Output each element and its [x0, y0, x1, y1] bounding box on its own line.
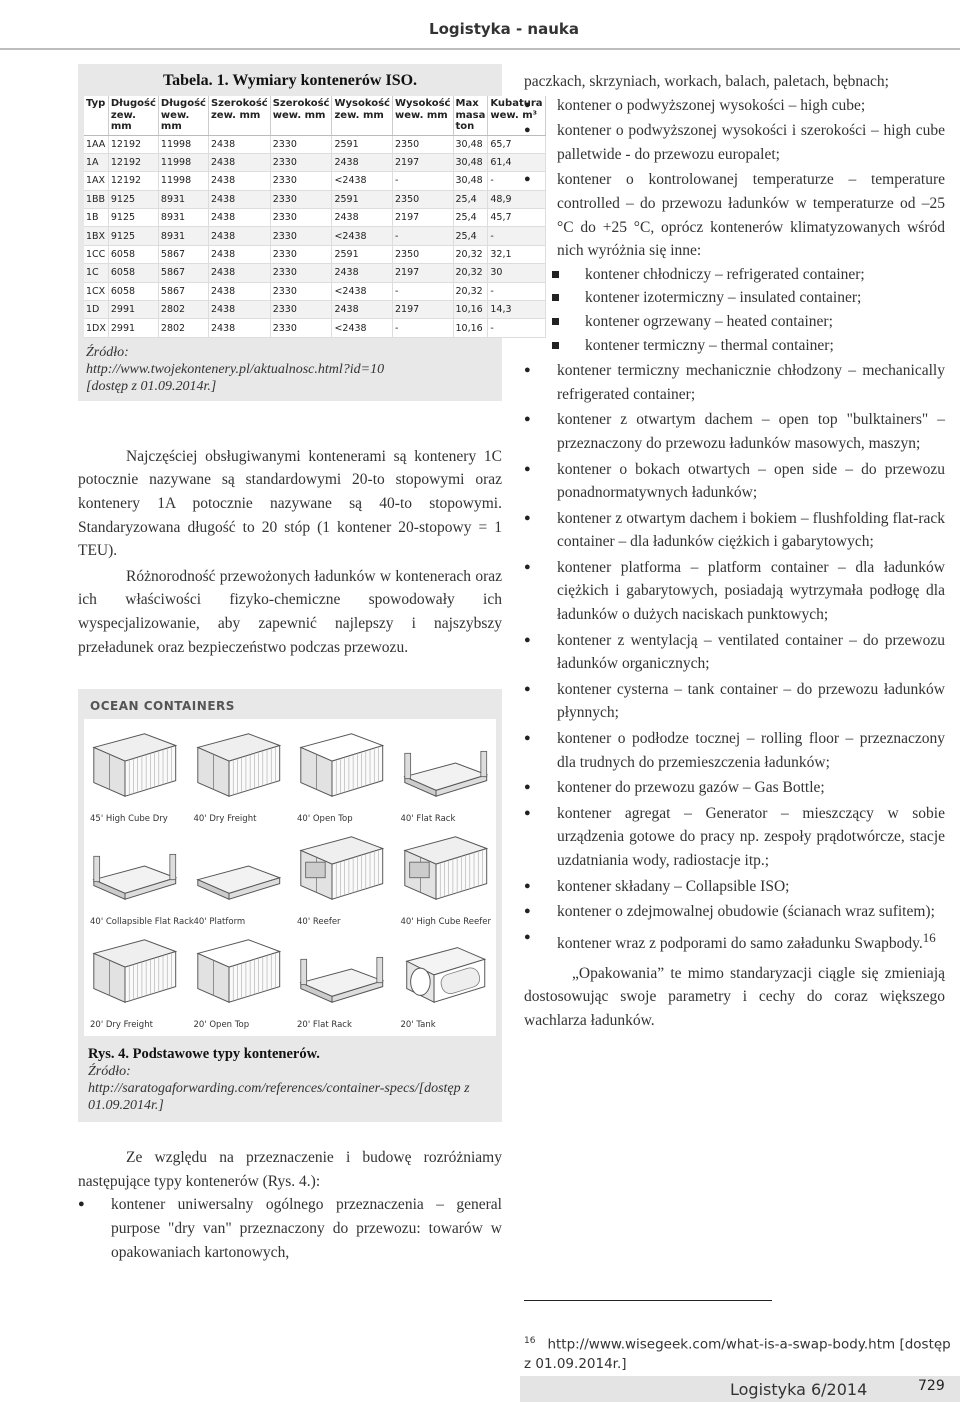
paragraph-types-intro: Ze względu na przeznaczenie i budowę rozróżniamy następujące typy kontenerów (Rys. 4.): [78, 1149, 502, 1190]
source-label: Źródło: [86, 344, 129, 360]
paragraph-standard-containers: Najczęściej obsługiwanymi kontenerami są kontenery 1C potocznie nazywane są standardowymi 20-to stopowymi oraz kontenery 1A potocznie nazywane są 40-to stopowymi. Standaryzowana długość to 20 stóp (1 kontener 20-stopowy = 1 TEU). [78, 447, 502, 560]
table-cell: - [392, 172, 453, 190]
container-drawing-icon [397, 826, 495, 910]
sub-bullet-list [524, 263, 945, 357]
table-cell: 8931 [158, 190, 208, 208]
table-cell: 25,4 [453, 227, 488, 245]
figure-source [84, 1063, 496, 1114]
table-cell: 1C [84, 264, 108, 282]
container-drawing-icon [86, 723, 184, 807]
table-source [84, 344, 496, 395]
table-header-cell: Szerokość wew. mm [270, 96, 332, 135]
table-cell: 2438 [208, 190, 270, 208]
table-cell: 2438 [332, 301, 393, 319]
table-cell: 2330 [270, 301, 332, 319]
table-cell: 6058 [108, 264, 158, 282]
table-row [84, 319, 545, 337]
table-cell: 1AX [84, 172, 108, 190]
table-cell: 1BB [84, 190, 108, 208]
table-cell: 2438 [208, 301, 270, 319]
paragraph-conclusion: „Opakowania” te mimo standaryzacji ciągle się zmieniają dostosowując swoje parametry i cechy do coraz większego wachlarza ładunków. [524, 964, 945, 1029]
container-label: 40' Open Top [297, 814, 353, 825]
table-cell: 10,16 [453, 319, 488, 337]
footnote-ref[interactable]: 16 [922, 929, 936, 945]
figure-caption: Rys. 4. Podstawowe typy kontenerów. [88, 1046, 320, 1063]
table-cell: 2330 [270, 245, 332, 263]
table-cell: 2330 [270, 282, 332, 300]
table-cell: 30 [488, 264, 545, 282]
container-illustration [86, 826, 194, 929]
container-drawing-icon [293, 826, 391, 910]
table-cell: 2438 [332, 209, 393, 227]
table-cell: 8931 [158, 209, 208, 227]
table-cell: 11998 [158, 153, 208, 171]
table-cell: <2438 [332, 282, 393, 300]
table-header-cell: Typ [84, 96, 108, 135]
table-cell: 2438 [208, 245, 270, 263]
table-cell: 20,32 [453, 264, 488, 282]
table-cell: - [392, 282, 453, 300]
table-cell: 2197 [392, 153, 453, 171]
table-cell: 2438 [332, 153, 393, 171]
sub-list-item: kontener chłodniczy – refrigerated container; [552, 263, 945, 287]
container-illustration [397, 723, 495, 826]
table-cell: 8931 [158, 227, 208, 245]
table-header-cell: Szerokość zew. mm [208, 96, 270, 135]
table-header-cell: Wysokość zew. mm [332, 96, 393, 135]
table-row [84, 190, 545, 208]
container-label: 40' Flat Rack [400, 814, 456, 825]
table-cell: 25,4 [453, 209, 488, 227]
table-cell: 48,9 [488, 190, 545, 208]
table-cell: 2330 [270, 190, 332, 208]
paragraph-specialization: Różnorodność przewożonych ładunków w kontenerach oraz ich właściwości fizyko-chemiczne spowodowały ich wyspecjalizowanie, aby zapewnić najlepszy i najszybszy przeładunek oraz bezpieczeństwo podczas przewozu. [78, 567, 502, 656]
list-item-text: kontener o kontrolowanej temperaturze – temperature controlled – do przewozu ładunków w temperaturze od –25 °C do +25 °C, oprócz kontenerów klimatyzowanych wśród nich wyróżnia się inne: [557, 171, 945, 260]
container-illustration [397, 929, 495, 1032]
table-cell: 2438 [208, 172, 270, 190]
table-cell: - [488, 172, 545, 190]
list-item: ● kontener o zdejmowalnej obudowie (ścianach wraz sufitem); [524, 900, 945, 924]
table-row [84, 172, 545, 190]
list-item [524, 168, 945, 357]
figure-source-label: Źródło: [88, 1064, 131, 1080]
container-label: 40' High Cube Reefer [400, 917, 491, 928]
table-cell: 6058 [108, 282, 158, 300]
table-cell: 2438 [208, 282, 270, 300]
table-cell: 30,48 [453, 153, 488, 171]
list-item: ● kontener o podłodze tocznej – rolling floor – przeznaczony dla trudnych do przemieszczenia ładunków; [524, 727, 945, 774]
table-row [84, 135, 545, 153]
sub-list-item: kontener ogrzewany – heated container; [552, 310, 945, 334]
table-cell: 2802 [158, 301, 208, 319]
container-drawing-icon [190, 723, 288, 807]
table-cell: 1BX [84, 227, 108, 245]
table-cell: 1CC [84, 245, 108, 263]
header-rule [0, 48, 960, 50]
table-cell: 1AA [84, 135, 108, 153]
container-drawing-icon [86, 929, 184, 1013]
list-item: ● kontener z otwartym dachem – open top "bulktainers" – przeznaczony do przewozu ładunków masowych, maszyn; [524, 408, 945, 455]
list-item: ● kontener uniwersalny ogólnego przeznaczenia – general purpose "dry van" przeznaczony do przewozu: towarów w opakowaniach kartonowych, [78, 1193, 502, 1264]
table-cell: 2197 [392, 209, 453, 227]
table-cell: 2197 [392, 264, 453, 282]
table-row [84, 301, 545, 319]
table-cell: 9125 [108, 227, 158, 245]
container-label: 20' Flat Rack [297, 1020, 352, 1031]
container-label: 40' Platform [193, 917, 246, 928]
iso-dimensions-table [84, 96, 546, 338]
table-figure [78, 64, 543, 401]
table-cell: - [488, 282, 545, 300]
list-item: ● kontener z otwartym dachem i bokiem – flushfolding flat-rack container – dla ładunków ciężkich i gabarytowych; [524, 507, 945, 554]
table-cell: 10,16 [453, 301, 488, 319]
table-cell: 2591 [332, 135, 393, 153]
table-cell: 2330 [270, 264, 332, 282]
page-number: 729 [918, 1378, 945, 1394]
table-row [84, 209, 545, 227]
container-label: 20' Tank [400, 1020, 436, 1031]
table-cell: 2591 [332, 245, 393, 263]
container-label: 40' Dry Freight [193, 814, 257, 825]
container-drawing-icon [86, 826, 184, 910]
table-cell: 25,4 [453, 190, 488, 208]
table-cell: 1CX [84, 282, 108, 300]
container-label: 45' High Cube Dry [90, 814, 168, 825]
table-cell: 12192 [108, 172, 158, 190]
ocean-containers-title: OCEAN CONTAINERS [90, 699, 235, 714]
table-cell: 11998 [158, 135, 208, 153]
table-cell: 2330 [270, 153, 332, 171]
list-item: ● kontener termiczny mechanicznie chłodzony – mechanically refrigerated container; [524, 359, 945, 406]
list-item-text: kontener wraz z podporami do samo załadunku Swapbody. [557, 934, 923, 952]
left-bullet-list [78, 1193, 502, 1264]
table-cell: 2330 [270, 172, 332, 190]
container-illustration [190, 826, 288, 929]
table-cell: 2330 [270, 319, 332, 337]
container-illustration [397, 826, 495, 929]
list-item: ● kontener o podwyższonej wysokości – high cube; [524, 94, 945, 118]
container-illustration [293, 929, 391, 1032]
footnote [524, 1332, 954, 1374]
table-cell: 2438 [208, 227, 270, 245]
table-cell: 2330 [270, 227, 332, 245]
table-cell: 30,48 [453, 172, 488, 190]
table-cell: 1A [84, 153, 108, 171]
container-label: 20' Open Top [193, 1020, 250, 1031]
list-item: ● kontener z wentylacją – ventilated container – do przewozu ładunków organicznych; [524, 629, 945, 676]
table-cell: 2591 [332, 190, 393, 208]
footnote-text[interactable]: http://www.wisegeek.com/what-is-a-swap-body.htm [dostęp z 01.09.2014r.] [524, 1336, 951, 1372]
table-cell: 2802 [158, 319, 208, 337]
table-cell: 2350 [392, 245, 453, 263]
table-cell: 2330 [270, 209, 332, 227]
table-cell: 2438 [208, 153, 270, 171]
table-cell: 9125 [108, 190, 158, 208]
container-label: 40' Collapsible Flat Rack [90, 917, 194, 928]
table-cell: 6058 [108, 245, 158, 263]
table-cell: 5867 [158, 264, 208, 282]
footer-journal-issue: Logistyka 6/2014 [730, 1380, 868, 1399]
list-item: ● kontener cysterna – tank container – do przewozu ładunków płynnych; [524, 678, 945, 725]
table-cell: - [392, 227, 453, 245]
left-column [78, 64, 543, 1264]
list-item: ● kontener o podwyższonej wysokości i szerokości – high cube palletwide - do przewozu europalet; [524, 119, 945, 166]
container-drawing-icon [397, 929, 495, 1013]
right-column [524, 70, 945, 1032]
container-types-grid [84, 719, 496, 1036]
table-cell: 20,32 [453, 282, 488, 300]
footnote-rule [524, 1300, 772, 1301]
table-cell: 2197 [392, 301, 453, 319]
table-cell: 61,4 [488, 153, 545, 171]
table-cell: <2438 [332, 172, 393, 190]
container-drawing-icon [293, 723, 391, 807]
table-cell: 20,32 [453, 245, 488, 263]
table-caption: Tabela. 1. Wymiary kontenerów ISO. [162, 72, 418, 89]
container-illustration [190, 723, 288, 826]
table-cell: 30,48 [453, 135, 488, 153]
table-cell: 32,1 [488, 245, 545, 263]
table-row [84, 282, 545, 300]
continuation-text: paczkach, skrzyniach, workach, balach, paletach, bębnach; [524, 73, 889, 90]
table-cell: 11998 [158, 172, 208, 190]
table-cell: 2330 [270, 135, 332, 153]
table-cell: 45,7 [488, 209, 545, 227]
table-cell: 2438 [208, 264, 270, 282]
table-cell: 5867 [158, 245, 208, 263]
right-bullet-list [524, 94, 945, 956]
source-url[interactable]: http://www.twojekontenery.pl/aktualnosc.html?id=10 [86, 361, 385, 377]
table-row [84, 245, 545, 263]
table-cell: <2438 [332, 227, 393, 245]
table-cell: 2438 [208, 135, 270, 153]
table-cell: 14,3 [488, 301, 545, 319]
list-item: ● kontener platforma – platform container – dla ładunków ciężkich i gabarytowych, posiadają wytrzymała podłogę dla ładunków o dużych naciskach punktowych; [524, 556, 945, 627]
table-header-cell: Max masa ton [453, 96, 488, 135]
table-row [84, 227, 545, 245]
container-drawing-icon [190, 929, 288, 1013]
table-cell: 2991 [108, 319, 158, 337]
table-cell: 2438 [332, 264, 393, 282]
container-drawing-icon [293, 929, 391, 1013]
table-cell: 9125 [108, 209, 158, 227]
table-header-cell: Wysokość wew. mm [392, 96, 453, 135]
table-cell: 2350 [392, 135, 453, 153]
list-item: ● kontener składany – Collapsible ISO; [524, 875, 945, 899]
container-illustration [293, 826, 391, 929]
container-illustration [86, 929, 184, 1032]
container-label: 40' Reefer [297, 917, 341, 928]
table-body [84, 135, 545, 337]
table-cell: - [488, 319, 545, 337]
table-header-cell: Długość zew. mm [108, 96, 158, 135]
container-illustration [86, 723, 184, 826]
table-cell: 2438 [208, 319, 270, 337]
source-date: [dostęp z 01.09.2014r.] [86, 378, 217, 394]
sub-list-item: kontener izotermiczny – insulated container; [552, 286, 945, 310]
sub-list-item: kontener termiczny – thermal container; [552, 334, 945, 358]
table-header-cell: Długość wew. mm [158, 96, 208, 135]
table-row [84, 264, 545, 282]
table-cell: 2438 [208, 209, 270, 227]
table-cell: <2438 [332, 319, 393, 337]
table-cell: 2350 [392, 190, 453, 208]
list-item: ● kontener do przewozu gazów – Gas Bottle; [524, 776, 945, 800]
table-header-row [84, 96, 545, 135]
container-drawing-icon [397, 723, 495, 807]
container-label: 20' Dry Freight [90, 1020, 153, 1031]
container-illustration [190, 929, 288, 1032]
list-item [524, 926, 945, 956]
table-cell: 65,7 [488, 135, 545, 153]
table-cell: 1B [84, 209, 108, 227]
table-cell: 12192 [108, 153, 158, 171]
journal-section-title: Logistyka - nauka [429, 20, 579, 38]
list-item: ● kontener o bokach otwartych – open side – do przewozu ponadnormatywnych ładunków; [524, 458, 945, 505]
container-illustration [293, 723, 391, 826]
footnote-number: 16 [524, 1336, 536, 1346]
table-cell: 12192 [108, 135, 158, 153]
table-cell: 2991 [108, 301, 158, 319]
table-cell: 1DX [84, 319, 108, 337]
table-cell: - [488, 227, 545, 245]
table-row [84, 153, 545, 171]
table-cell: - [392, 319, 453, 337]
table-cell: 1D [84, 301, 108, 319]
table-cell: 5867 [158, 282, 208, 300]
figure-source-url[interactable]: http://saratogaforwarding.com/references/container-specs/[dostęp z 01.09.2014r.] [88, 1081, 470, 1114]
table-header-cell: Kubatura wew. m³ [488, 96, 545, 135]
figure-ocean-containers [78, 689, 502, 1122]
container-drawing-icon [190, 826, 288, 910]
list-item: ● kontener agregat – Generator – mieszczący w sobie urządzenia gotowe do pracy np. zespoły prądotwórcze, stacje uzdatniania wody, radiostacje itp.; [524, 802, 945, 873]
